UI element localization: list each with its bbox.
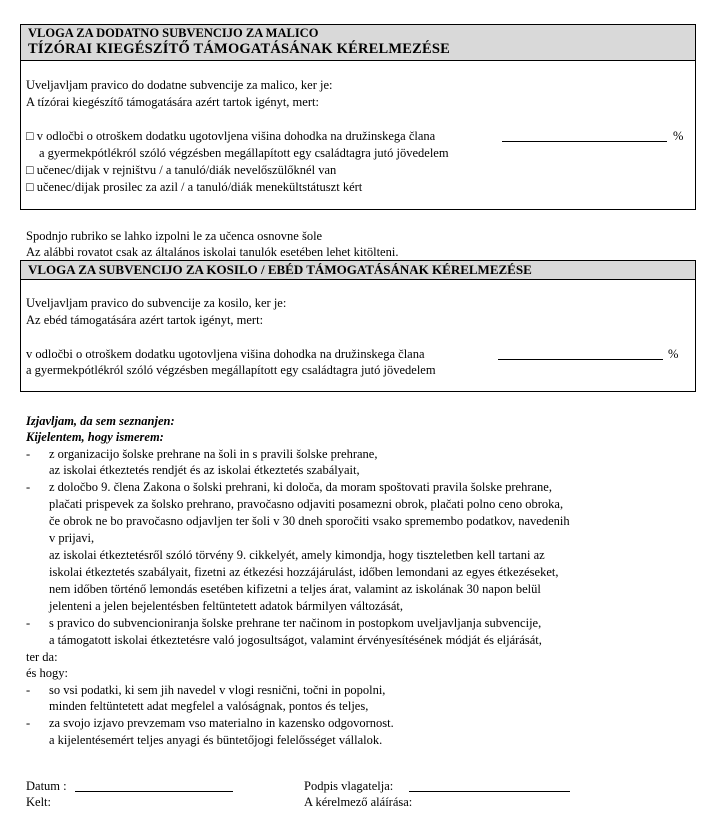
lunch-title: VLOGA ZA SUBVENCIJO ZA KOSILO / EBÉD TÁMOGATÁSÁNAK KÉRELMEZÉSE	[28, 262, 532, 277]
snack-option-income-hu: a gyermekpótlékról szóló végzésben megállapított egy családtagra jutó jövedelem	[39, 146, 449, 160]
snack-option-asylum[interactable]	[26, 180, 362, 195]
snack-intro-sl: Uveljavljam pravico do dodatne subvencije za malico, ker je:	[26, 78, 333, 92]
lunch-income-sl: v odločbi o otroškem dodatku ugotovljena višina dohodka na družinskega člana	[26, 347, 425, 361]
dash-bullet: -	[26, 447, 31, 461]
snack-option-foster[interactable]	[26, 163, 336, 178]
declaration-line: z določbo 9. člena Zakona o šolski prehrani, ki določa, da moram spoštovati pravila šolske prehrane,	[49, 480, 552, 494]
declaration-line: plačati prispevek za šolsko prehrano, pravočasno odjaviti posamezni obrok, plačati polno ceno obroka,	[49, 497, 564, 511]
snack-option-foster-label: učenec/dijak v rejništvu / a tanuló/diák nevelőszülőknél van	[36, 163, 337, 177]
declaration-line: iskolai étkeztetés szabályait, fizetni az étkezési hozzájárulást, időben lemondani az egyes étkezéseket,	[49, 565, 559, 579]
snack-option-asylum-label: učenec/dijak prosilec za azil / a tanuló/diák menekültstátuszt kért	[36, 180, 363, 194]
signature-label-sl: Podpis vlagatelja:	[304, 779, 394, 793]
declaration-line: za svojo izjavo prevzemam vso materialno in kazensko odgovornost.	[49, 716, 394, 730]
dash-bullet: -	[26, 480, 31, 494]
declaration-heading-hu: Kijelentem, hogy ismerem:	[26, 430, 164, 444]
date-label-hu: Kelt:	[26, 795, 51, 809]
note-hu: Az alábbi rovatot csak az általános iskolai tanulók esetében lehet kitölteni.	[26, 245, 399, 259]
snack-income-blank[interactable]	[502, 130, 667, 142]
declaration-line: jelenteni a jelen bejelentésben feltüntetett adatok bármilyen változását,	[49, 599, 404, 613]
declaration-line: z organizacijo šolske prehrane na šoli in s pravili šolske prehrane,	[49, 447, 378, 461]
dash-bullet: -	[26, 616, 31, 630]
date-field[interactable]	[75, 780, 233, 792]
lunch-income-blank[interactable]	[498, 348, 663, 360]
declaration-heading-sl: Izjavljam, da sem seznanjen:	[26, 414, 175, 428]
dash-bullet: -	[26, 716, 31, 730]
declaration-line: a támogatott iskolai étkeztetésre való jogosultságot, valamint érvényesítésének módját és eljárását,	[49, 633, 542, 647]
snack-title-sl: VLOGA ZA DODATNO SUBVENCIJO ZA MALICO	[28, 26, 319, 40]
lunch-percent-sign: %	[668, 347, 679, 361]
snack-percent-sign: %	[673, 129, 684, 143]
dash-bullet: -	[26, 683, 31, 697]
declaration-line: s pravico do subvencioniranja šolske prehrane ter načinom in postopkom uveljavljanja subvencije,	[49, 616, 542, 630]
declaration-line: nem időben történő lemondás esetében kifizetni a teljes árat, valamint az iskolának 30 napon belül	[49, 582, 541, 596]
declaration-line: minden feltüntetett adat megfelel a valóságnak, pontos és teljes,	[49, 699, 369, 713]
declaration-line: v prijavi,	[49, 531, 95, 545]
checkbox-icon[interactable]: □	[26, 180, 34, 194]
lunch-income-hu: a gyermekpótlékról szóló végzésben megállapított egy családtagra jutó jövedelem	[26, 363, 436, 377]
snack-option-income-sl: v odločbi o otroškem dodatku ugotovljena višina dohodka na družinskega člana	[36, 129, 436, 143]
snack-subsidy-header	[21, 25, 695, 61]
snack-option-income[interactable]	[26, 129, 435, 144]
declaration-line: az iskolai étkeztetésről szóló törvény 9. cikkelyét, amely kimondja, hogy tiszteletben kell tartani az	[49, 548, 545, 562]
declaration-line: a kijelentésemért teljes anyagi és büntetőjogi felelősséget vállalok.	[49, 733, 383, 747]
lunch-intro-hu: Az ebéd támogatására azért tartok igényt, mert:	[26, 313, 264, 327]
signature-label-hu: A kérelmező aláírása:	[304, 795, 413, 809]
note-sl: Spodnjo rubriko se lahko izpolni le za učenca osnovne šole	[26, 229, 323, 243]
snack-title-hu: TÍZÓRAI KIEGÉSZÍTŐ TÁMOGATÁSÁNAK KÉRELMEZÉSE	[28, 41, 451, 57]
snack-intro-hu: A tízórai kiegészítő támogatására azért tartok igényt, mert:	[26, 95, 319, 109]
checkbox-icon[interactable]: □	[26, 163, 34, 177]
declaration-line: so vsi podatki, ki sem jih navedel v vlogi resnični, točni in popolni,	[49, 683, 386, 697]
declaration-line: če obrok ne bo pravočasno odjavljen ter šoli v 30 dneh sporočiti vsako spremembo podatkov, navedenih	[49, 514, 570, 528]
declaration-line: ter da:	[26, 650, 58, 664]
checkbox-icon[interactable]: □	[26, 129, 34, 143]
date-label-sl: Datum :	[26, 779, 67, 793]
lunch-subsidy-header	[21, 261, 695, 280]
signature-field[interactable]	[409, 780, 570, 792]
declaration-line: és hogy:	[26, 666, 69, 680]
lunch-intro-sl: Uveljavljam pravico do subvencije za kosilo, ker je:	[26, 296, 287, 310]
declaration-line: az iskolai étkeztetés rendjét és az iskolai étkeztetés szabályait,	[49, 463, 360, 477]
